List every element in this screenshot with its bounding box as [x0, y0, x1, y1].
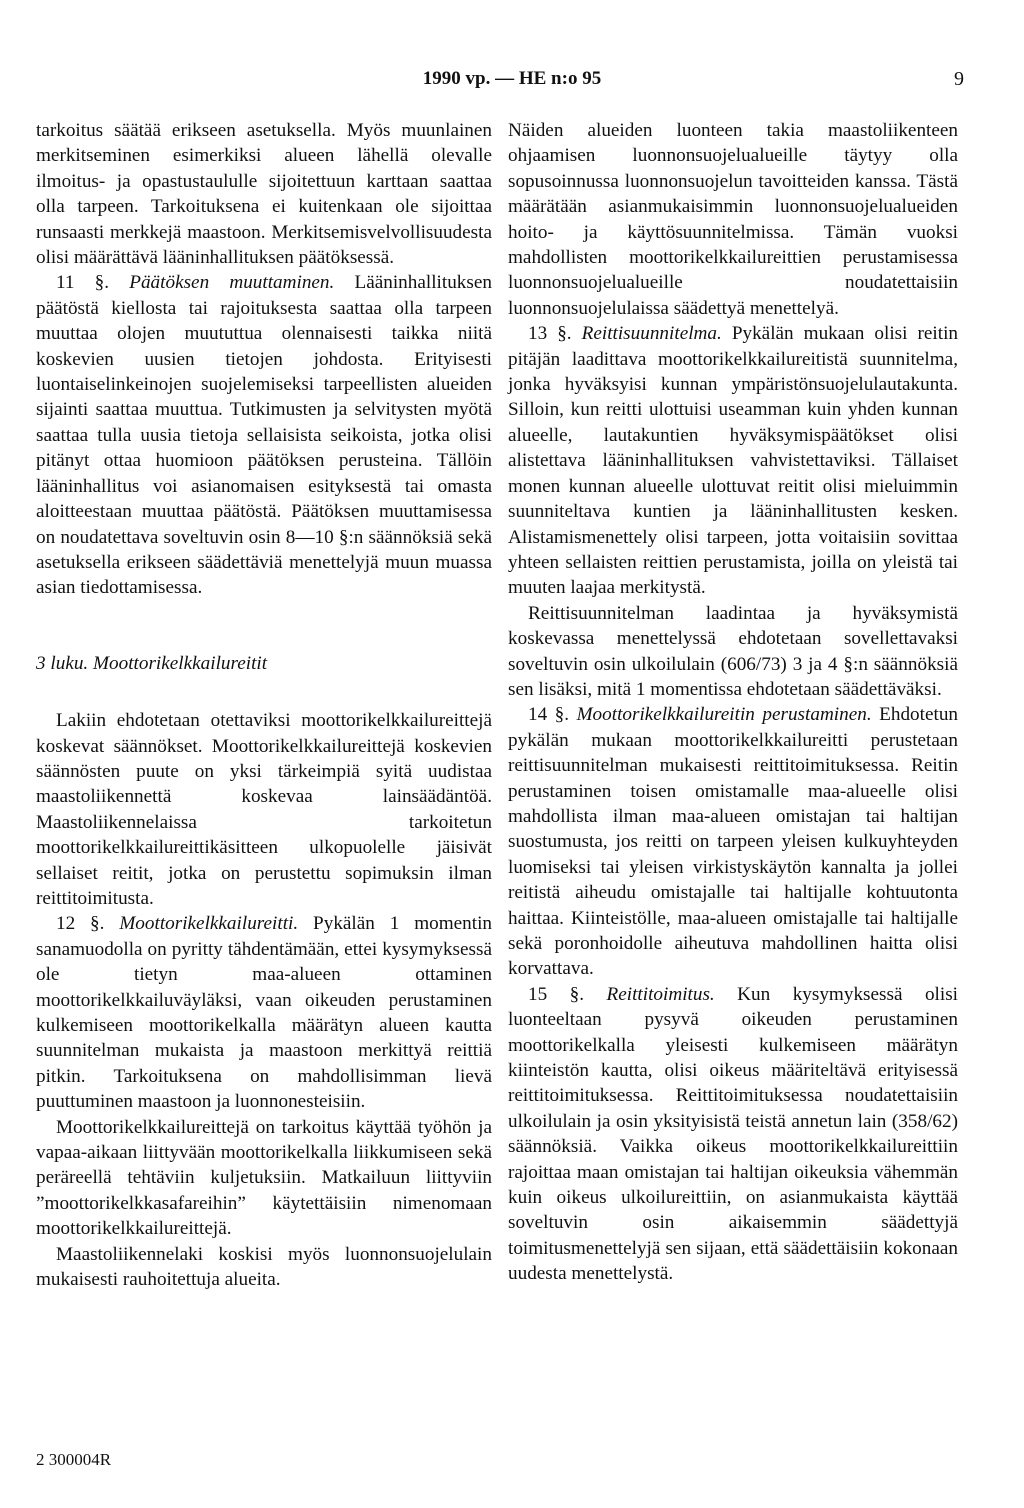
section-number: 11 §. — [56, 272, 130, 294]
section-paragraph-12 — [36, 911, 492, 1114]
section-title: Päätöksen muuttaminen. — [129, 272, 335, 294]
section-title: Reittisuunnitelma. — [581, 323, 722, 345]
section-title: Moottorikelkkailureitin perustaminen. — [576, 704, 872, 726]
paragraph: Moottorikelkkailureittejä on tarkoitus käyttää työhön ja vapaa-aikaan liittyvään moottorikelkalla liikkumiseen sekä peräreellä tehtäviin kuljetuksiin. Matkailuun liittyviin ”moottorikelkkasafareihin” käytettäisiin nimenomaan moottorikelkkailureittejä. — [36, 1116, 492, 1240]
section-body: Pykälän mukaan olisi reitin pitäjän laadittava moottorikelkkailureitistä suunnitelma, jonka hyväksyisi kunnan ympäristönsuojelulautakunta. Silloin, kun reitti ulottuisi useamman kuin yhden kunnan alueelle, lautakuntien hyväksymispäätökset olisi alistettava lääninhallituksen vahvistettaviksi. Tällaiset monen kunnan alueelle ulottuvat reitit olisi mieluimmin suunniteltava kuntien ja lääninhallitusten kesken. Alistamismenettely olisi tarpeen, jotta voitaisiin sovittaa yhteen sellaisten reittien perustamista, joilla on yleistä tai muuten laajaa merkitystä. — [508, 323, 958, 599]
page-number: 9 — [954, 68, 964, 90]
section-title: Reittitoimitus. — [606, 983, 715, 1005]
section-body: Kun kysymyksessä olisi luonteeltaan pysyvä oikeuden perustaminen moottorikelkalla yleisesti kulkemiseen määrätyn kiinteistön kautta, olisi oikeus määriteltävä erityisessä reittitoimituksessa. Reittitoimituksessa noudatettaisiin ulkoilulain ja osin yksityisistä teistä annetun lain (358/62) säännöksiä. Vaikka oikeus moottorikelkkailureittiin rajoittaa maan omistajan tai haltijan oikeuksia vähemmän kuin oikeus ulkoilureittiin, on asianmukaista käyttää soveltuvin osin aikaisemmin säädettyjä toimitusmenettelyjä sen sijaan, että säädettäisiin kokonaan uudesta menettelystä. — [508, 983, 958, 1285]
section-number: 14 §. — [528, 704, 577, 726]
section-body: Ehdotetun pykälän mukaan moottorikelkkailureitti perustetaan reittisuunnitelman mukaisesti reittitoimituksessa. Reitin perustaminen toisen omistamalle maa-alueelle olisi mahdollista ilman maa-alueen omistajan tai haltijan suostumusta, jos reitti on tarpeen yleisen kulkuyhteyden luomiseksi tai yleisen virkistyskäytön kannalta ja jollei reitistä aiheudu omistajalle tai haltijalle kohtuutonta haittaa. Kiinteistölle, maa-alueen omistajalle tai haltijalle sekä poronhoidolle aiheutuva mahdollinen haitta olisi korvattava. — [508, 704, 959, 980]
section-paragraph-15 — [508, 982, 958, 1287]
paragraph: tarkoitus säätää erikseen asetuksella. Myös muunlainen merkitseminen esimerkiksi alueen lähellä olevalle ilmoitus- ja opastustaululle sijoitettuun karttaan saattaa olla tarpeen. Tarkoituksena ei kuitenkaan ole sijoittaa runsaasti merkkejä maastoon. Merkitsemisvelvollisuudesta olisi määrättävä lääninhallituksen päätöksessä. — [36, 120, 492, 269]
chapter-heading: 3 luku. Moottorikelkkailureitit — [36, 652, 268, 674]
section-paragraph-13 — [508, 321, 958, 600]
page-header — [0, 68, 1024, 98]
section-paragraph-11 — [36, 270, 492, 600]
section-body: Lääninhallituksen päätöstä kiellosta tai rajoituksesta saattaa olla tarpeen muuttaa olojen muututtua olennaisesti taikka niitä koskevien uusien tietojen johdosta. Erityisesti luontaiselinkeinojen suojelemiseksi tarpeellisten alueiden sijainti saattaa muuttua. Tutkimusten ja selvitysten myötä saattaa tulla uusia tietoja sellaisista seikoista, jotka olisi pitänyt ottaa huomioon päätöksen perusteina. Tällöin lääninhallitus voi asianomaisen esityksestä tai omasta aloitteestaan muuttaa päätöstä. Päätöksen muuttamisessa on noudatettava soveltuvin osin 8—10 §:n säännöksiä sekä asetuksella erikseen säädettäviä menettelyjä muun muassa asian tiedottamisessa. — [36, 272, 492, 599]
right-column — [508, 118, 958, 1287]
section-number: 12 §. — [56, 913, 120, 935]
section-title: Moottorikelkkailureitti. — [119, 913, 299, 935]
paragraph: Maastoliikennelaki koskisi myös luonnonsuojelulain mukaisesti rauhoitettuja alueita. — [36, 1243, 492, 1291]
paragraph: Reittisuunnitelman laadintaa ja hyväksymistä koskevassa menettelyssä ehdotetaan sovellettavaksi soveltuvin osin ulkoilulain (606/73) 3 ja 4 §:n säännöksiä sen lisäksi, mitä 1 momentissa ehdotetaan säädettäväksi. — [508, 602, 958, 700]
print-code: 2 300004R — [36, 1450, 112, 1469]
running-head: 1990 vp. — HE n:o 95 — [422, 68, 602, 89]
section-number: 13 §. — [528, 323, 582, 345]
section-paragraph-14 — [508, 702, 958, 981]
paragraph: Näiden alueiden luonteen takia maastoliikenteen ohjaamisen luonnonsuojelualueille täytyy olla sopusoinnussa luonnonsuojelun tavoitteiden kanssa. Tästä määrätään asianmukaisimmin luonnonsuojelualueiden hoito- ja käyttösuunnitelmissa. Tämän vuoksi mahdollisten moottorikelkkailureittien perustamisessa luonnonsuojelualueille noudatettaisiin luonnonsuojelulaissa säädettyä menettelyä. — [508, 120, 958, 319]
section-number: 15 §. — [528, 983, 607, 1005]
paragraph: Lakiin ehdotetaan otettaviksi moottorikelkkailureittejä koskevat säännökset. Moottorikelkkailureittejä koskevien säännösten puute on yksi tärkeimpiä syitä uudistaa maastoliikennettä koskevaa lainsäädäntöä. Maastoliikennelaissa tarkoitetun moottorikelkkailureittikäsitteen ulkopuolelle jäisivät sellaiset reitit, jotka on perustettu sopimuksin ilman reittitoimitusta. — [36, 710, 492, 909]
left-column — [36, 118, 492, 1292]
section-body: Pykälän 1 momentin sanamuodolla on pyritty tähdentämään, ettei kysymyksessä ole tietyn maa-alueen ottaminen moottorikelkkailuväyläksi, vaan oikeuden perustaminen kulkemiseen moottorikelkalla määrätyn alueen kautta suunnitelman mukaista ja maastoon merkittyä reittiä pitkin. Tarkoituksena on mahdollisimman lievä puuttuminen maastoon ja luonnonesteisiin. — [36, 913, 493, 1113]
